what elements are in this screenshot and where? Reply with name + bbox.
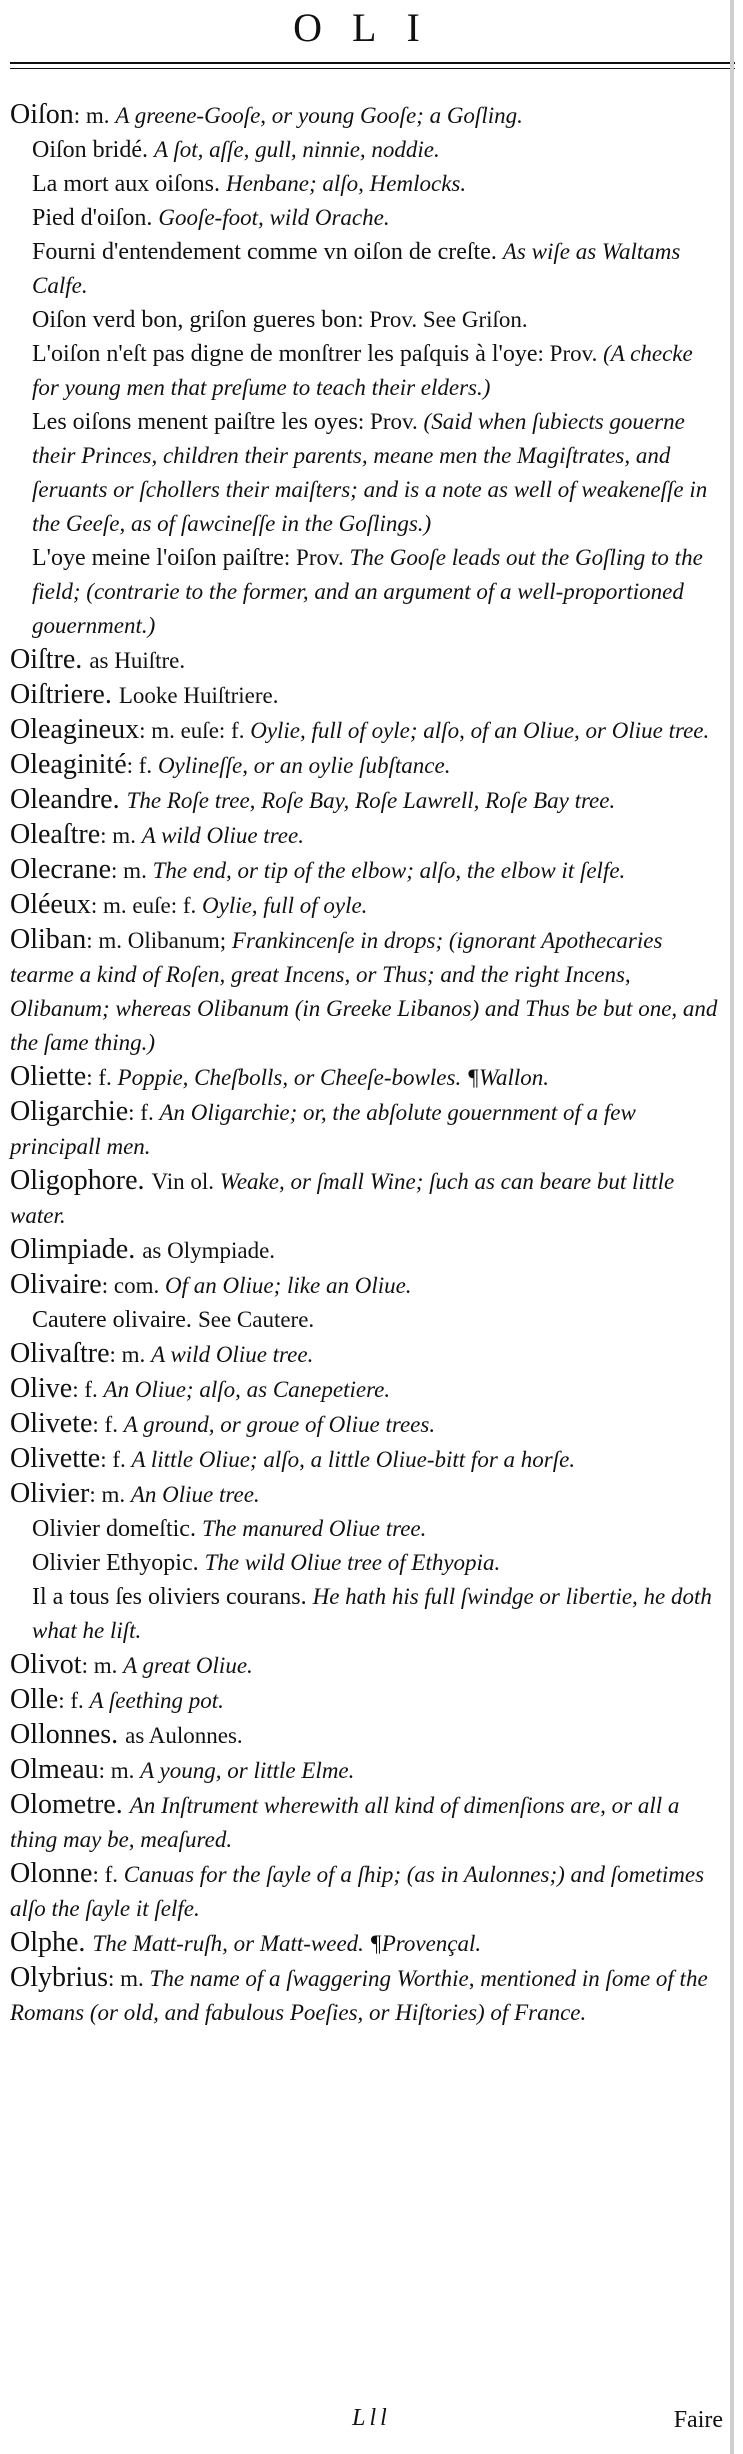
definition: The Roſe tree, Roſe Bay, Roſe Lawrell, Roſe Bay tree. (126, 788, 616, 813)
dictionary-entry (10, 643, 725, 678)
headword: Cautere olivaire. (32, 1307, 198, 1333)
grammar-note: : f. (126, 753, 158, 778)
definition: Henbane; alſo, Hemlocks. (225, 171, 467, 196)
grammar-note: : f. (58, 1688, 90, 1713)
headword: Ollonnes. (10, 1719, 126, 1750)
grammar-note: : m. (100, 823, 142, 848)
definition: A wild Oliue tree. (151, 1342, 314, 1367)
dictionary-entry (10, 678, 725, 713)
definition: An Oliue tree. (130, 1482, 260, 1507)
grammar-note: : f. (100, 1447, 132, 1472)
headword: Oleaginité (10, 749, 127, 780)
signature-mark: Lll (352, 2405, 391, 2431)
dictionary-entry (10, 748, 725, 783)
grammar-note: : m. (109, 1342, 152, 1367)
definition: The end, or tip of the elbow; alſo, the elbow it ſelfe. (152, 858, 626, 883)
dictionary-entry (10, 1648, 725, 1683)
headword: Oligarchie (10, 1096, 129, 1127)
headword: Olecrane (10, 854, 112, 885)
definition: He hath his full ſwindge or libertie, he doth what he liſt. (32, 1584, 712, 1643)
definition: (Said when ſubiects gouerne their Princes, children their parents, meane men the Magiſtrates, and ſeruants or ſchollers their maiſters; and is a note as well of weakeneſſe in the Geeſe, as of ſawcineſſe in the Goſlings.) (32, 409, 708, 536)
dictionary-entry (10, 818, 725, 853)
sub-entry (10, 405, 725, 541)
dictionary-entry (10, 783, 725, 818)
headword: Olmeau (10, 1754, 99, 1785)
dictionary-entry (10, 1060, 725, 1095)
headword: Oléeux (10, 889, 91, 920)
definition: The name of a ſwaggering Worthie, mentioned in ſome of the Romans (or old, and fabulous Poeſies, or Hiſtories) of France. (10, 1966, 708, 2025)
grammar-note: : m. euſe: f. (90, 893, 202, 918)
dictionary-entry (10, 1683, 725, 1718)
headword: Olybrius (10, 1962, 108, 1993)
dictionary-entry (10, 1857, 725, 1926)
headword: Olphe. (10, 1927, 93, 1958)
definition: Poppie, Cheſbolls, or Cheeſe-bowles. ¶Wallon. (117, 1065, 550, 1090)
grammar-note: : com. (101, 1273, 165, 1298)
headword: Oiſtre. (10, 644, 90, 675)
dictionary-entry (10, 888, 725, 923)
definition: Frankincenſe in drops; (ignorant Apothecaries tearme a kind of Roſen, great Incens, or Thus; and the right Incens, Olibanum; whereas Olibanum (in Greeke Libanos) and Thus be but one, and the ſame thing.) (10, 928, 718, 1055)
definition: A ſeething pot. (89, 1688, 224, 1713)
sub-entry (10, 541, 725, 643)
definition: Oylineſſe, or an oylie ſubſtance. (157, 753, 451, 778)
definition: Weake, or ſmall Wine; ſuch as can beare but little water. (10, 1169, 675, 1228)
dictionary-entry (10, 1337, 725, 1372)
dictionary-entry (10, 1753, 725, 1788)
definition: The wild Oliue tree of Ethyopia. (204, 1550, 501, 1575)
dictionary-entry (10, 1095, 725, 1164)
headword: Oleandre. (10, 784, 127, 815)
page-footer (0, 2405, 743, 2445)
grammar-note: : m. (89, 1482, 131, 1507)
dictionary-entry (10, 1164, 725, 1233)
grammar-note: : f. (72, 1377, 104, 1402)
headword: Olivier (10, 1478, 90, 1509)
definition: The manured Oliue tree. (201, 1516, 427, 1541)
headword: Oiſon (10, 99, 74, 130)
dictionary-entry (10, 1926, 725, 1961)
grammar-note: : Prov. (283, 545, 350, 570)
headword: Olonne (10, 1858, 93, 1889)
grammar-note: : m. Olibanum; (86, 928, 232, 953)
sub-entry (10, 1303, 725, 1337)
grammar-note: : m. (73, 103, 116, 128)
catchword: Faire (673, 2407, 723, 2433)
header-rule-thin (10, 68, 735, 69)
sub-entry (10, 1580, 725, 1648)
dictionary-entry (10, 853, 725, 888)
headword: Olive (10, 1373, 73, 1404)
definition: A greene-Gooſe, or young Gooſe; a Goſling. (115, 103, 523, 128)
grammar-note: : f. (92, 1412, 124, 1437)
entry-list (10, 98, 725, 2030)
definition: Oylie, full of oyle; alſo, of an Oliue, or Oliue tree. (250, 718, 710, 743)
headword: Oliette (10, 1061, 87, 1092)
headword: Oiſtriere. (10, 679, 119, 710)
grammar-note: as Olympiade. (142, 1238, 276, 1263)
definition: Gooſe-foot, wild Orache. (158, 205, 390, 230)
definition: A wild Oliue tree. (141, 823, 304, 848)
headword: Oliban (10, 924, 87, 955)
definition: The Gooſe leads out the Goſling to the field; (contrarie to the former, and an argument of a well-proportioned gouernment.) (32, 545, 703, 638)
definition: An Oligarchie; or, the abſolute gouernment of a few principall men. (10, 1100, 636, 1159)
header-rule (10, 62, 735, 64)
grammar-note: : m. (98, 1758, 141, 1783)
dictionary-entry (10, 1477, 725, 1512)
definition: Oylie, full of oyle. (202, 893, 368, 918)
grammar-note: : Prov. (357, 409, 424, 434)
dictionary-entry (10, 1268, 725, 1303)
definition: A young, or little Elme. (140, 1758, 355, 1783)
definition: As wiſe as Waltams Calfe. (32, 239, 681, 298)
definition: A great Oliue. (123, 1653, 253, 1678)
dictionary-entry (10, 713, 725, 748)
grammar-note: : f. (92, 1862, 124, 1887)
grammar-note: : f. (128, 1100, 160, 1125)
definition: (A checke for young men that preſume to teach their elders.) (32, 341, 693, 400)
headword: Oiſon bridé. (32, 137, 154, 163)
headword: Oiſon verd bon, griſon gueres bon (32, 307, 358, 333)
headword: Olivaire (10, 1269, 102, 1300)
sub-entry (10, 167, 725, 201)
definition: Canuas for the ſayle of a ſhip; (as in Aulonnes;) and ſometimes alſo the ſayle it ſelfe. (10, 1862, 705, 1921)
headword: Fourni d'entendement comme vn oiſon de creſte. (32, 239, 503, 265)
headword: Il a tous ſes oliviers courans. (32, 1584, 313, 1610)
definition: A little Oliue; alſo, a little Oliue-bitt for a horſe. (131, 1447, 576, 1472)
headword: Pied d'oiſon. (32, 205, 159, 231)
headword: La mort aux oiſons. (32, 171, 226, 197)
headword: Oleagineux (10, 714, 140, 745)
headword: L'oiſon n'eſt pas digne de monſtrer les paſquis à l'oye (32, 341, 538, 367)
dictionary-entry (10, 98, 725, 133)
grammar-note: as Aulonnes. (125, 1723, 243, 1748)
running-head: OLI (293, 5, 450, 50)
grammar-note: : Prov. (537, 341, 604, 366)
definition: The Matt-ruſh, or Matt-weed. ¶Provençal. (92, 1931, 482, 1956)
headword: Olometre. (10, 1789, 130, 1820)
headword: Olle (10, 1684, 59, 1715)
grammar-note: Vin ol. (151, 1169, 220, 1194)
headword: Oleaſtre (10, 819, 101, 850)
page-header (0, 0, 743, 68)
dictionary-entry (10, 1372, 725, 1407)
definition: A ground, or groue of Oliue trees. (123, 1412, 436, 1437)
headword: Olivaſtre (10, 1338, 110, 1369)
headword: Olivette (10, 1443, 101, 1474)
headword: Les oiſons menent paiſtre les oyes (32, 409, 358, 435)
headword: Oligophore. (10, 1165, 152, 1196)
grammar-note: See Cautere. (197, 1307, 315, 1332)
grammar-note: : m. euſe: f. (139, 718, 251, 743)
dictionary-entry (10, 1442, 725, 1477)
grammar-note: Looke Huiſtriere. (118, 683, 279, 708)
dictionary-entry (10, 923, 725, 1060)
headword: Olimpiade. (10, 1234, 143, 1265)
sub-entry (10, 1512, 725, 1546)
dictionary-entry (10, 1407, 725, 1442)
definition: A ſot, aſſe, gull, ninnie, noddie. (153, 137, 440, 162)
grammar-note: : m. (111, 858, 153, 883)
definition: An Inſtrument wherewith all kind of dimenſions are, or all a thing may be, meaſured. (10, 1793, 680, 1852)
definition: An Oliue; alſo, as Canepetiere. (103, 1377, 391, 1402)
grammar-note: : f. (86, 1065, 118, 1090)
grammar-note: as Huiſtre. (89, 648, 186, 673)
sub-entry (10, 1546, 725, 1580)
definition: Of an Oliue; like an Oliue. (165, 1273, 412, 1298)
headword: Olivete (10, 1408, 93, 1439)
grammar-note: : m. (108, 1966, 150, 1991)
sub-entry (10, 235, 725, 303)
grammar-note: : Prov. See Griſon. (357, 307, 528, 332)
headword: Olivot (10, 1649, 82, 1680)
sub-entry (10, 303, 725, 337)
headword: Olivier Ethyopic. (32, 1550, 205, 1576)
dictionary-entry (10, 1961, 725, 2030)
dictionary-entry (10, 1718, 725, 1753)
dictionary-entry (10, 1788, 725, 1857)
dictionary-entry (10, 1233, 725, 1268)
grammar-note: : m. (81, 1653, 124, 1678)
page-edge-shadow (730, 0, 734, 2454)
headword: L'oye meine l'oiſon paiſtre (32, 545, 284, 571)
sub-entry (10, 133, 725, 167)
sub-entry (10, 201, 725, 235)
sub-entry (10, 337, 725, 405)
headword: Olivier domeſtic. (32, 1516, 202, 1542)
